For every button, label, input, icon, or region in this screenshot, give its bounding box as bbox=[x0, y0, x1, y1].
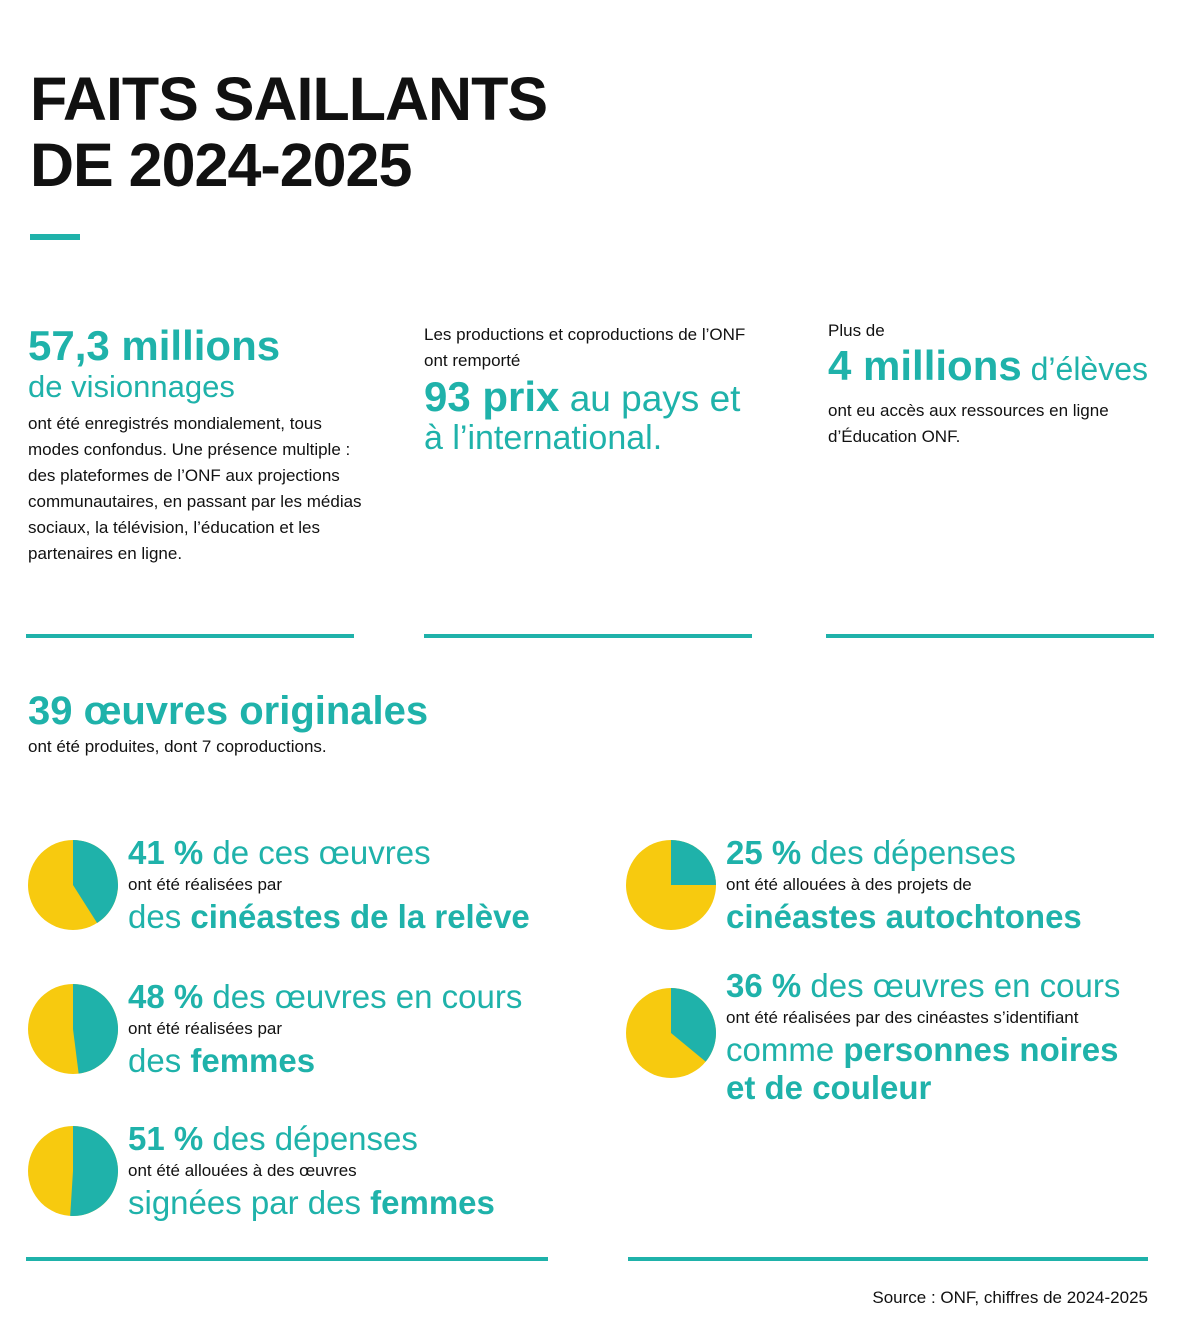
pie-chart-5 bbox=[626, 988, 716, 1078]
stat-percent: 25 % bbox=[726, 834, 802, 871]
stat-detail: ont été allouées à des œuvres bbox=[128, 1161, 357, 1180]
awards-label-1: au pays et bbox=[559, 378, 741, 419]
stat-percent: 36 % bbox=[726, 967, 802, 1004]
stat-text-5 bbox=[726, 967, 1120, 1107]
stat-subject-continued bbox=[726, 1069, 1120, 1107]
divider-bottom-left bbox=[26, 1257, 548, 1261]
stat-subject-emphasis: femmes bbox=[190, 1042, 316, 1079]
stat-subject-prefix: comme bbox=[726, 1031, 844, 1068]
stat-headline bbox=[726, 834, 1082, 872]
stat-text-4 bbox=[726, 834, 1082, 936]
stat-subject-emphasis: femmes bbox=[370, 1184, 495, 1221]
stat-subject bbox=[128, 1184, 495, 1222]
stat-percent: 48 % bbox=[128, 978, 204, 1015]
stat-subject-prefix: des bbox=[128, 898, 191, 935]
students-intro: Plus de bbox=[828, 321, 885, 340]
awards-stat bbox=[424, 322, 764, 457]
pie-chart-1 bbox=[28, 840, 118, 930]
awards-headline bbox=[424, 373, 764, 420]
divider-col2 bbox=[424, 634, 752, 638]
source-note: Source : ONF, chiffres de 2024-2025 bbox=[872, 1288, 1148, 1307]
pie-chart-3 bbox=[28, 1126, 118, 1216]
students-stat bbox=[828, 318, 1168, 450]
stat-subject-emphasis: personnes noires bbox=[843, 1031, 1119, 1068]
stat-percent: 41 % bbox=[128, 834, 204, 871]
works-stat bbox=[28, 688, 428, 760]
stat-subject-emphasis-2: et de couleur bbox=[726, 1069, 932, 1106]
pie-value-slice bbox=[73, 984, 118, 1074]
pie-value-slice bbox=[70, 1126, 118, 1216]
divider-col3 bbox=[826, 634, 1154, 638]
pie-chart-4 bbox=[626, 840, 716, 930]
stat-text-2 bbox=[128, 978, 522, 1080]
title-line-1: FAITS SAILLANTS bbox=[30, 65, 548, 133]
students-description: ont eu accès aux ressources en ligne d’Éducation ONF. bbox=[828, 401, 1109, 446]
stat-headline bbox=[128, 834, 530, 872]
students-number: 4 millions bbox=[828, 342, 1022, 389]
stat-text-3 bbox=[128, 1120, 495, 1222]
divider-bottom-right bbox=[628, 1257, 1148, 1261]
stat-detail: ont été réalisées par bbox=[128, 1019, 283, 1038]
title-underline bbox=[30, 234, 80, 240]
stat-headline bbox=[128, 1120, 495, 1158]
students-headline bbox=[828, 344, 1168, 398]
stat-text-1 bbox=[128, 834, 530, 936]
views-number: 57,3 millions bbox=[28, 322, 281, 369]
stat-detail: ont été allouées à des projets de bbox=[726, 875, 972, 894]
stat-headline-text: des œuvres en cours bbox=[203, 978, 523, 1015]
stat-detail: ont été réalisées par bbox=[128, 875, 283, 894]
works-number: 39 œuvres originales bbox=[28, 689, 429, 733]
awards-label-2: à l’international. bbox=[424, 419, 663, 457]
stat-subject bbox=[128, 898, 530, 936]
views-description: ont été enregistrés mondialement, tous modes confondus. Une présence multiple : des plateformes de l’ONF aux projections communautaires, en passant par les médias sociaux, la télévision, l’éducation et les partenaires en ligne. bbox=[28, 414, 362, 563]
views-label: de visionnages bbox=[28, 369, 235, 404]
stat-subject bbox=[128, 1042, 522, 1080]
divider-col1 bbox=[26, 634, 354, 638]
stat-percent: 51 % bbox=[128, 1120, 204, 1157]
page-title bbox=[30, 66, 547, 198]
stat-headline-text: de ces œuvres bbox=[203, 834, 431, 871]
stat-headline-text: des dépenses bbox=[801, 834, 1016, 871]
stat-subject-prefix: des bbox=[128, 1042, 191, 1079]
stat-subject bbox=[726, 898, 1082, 936]
stat-subject bbox=[726, 1031, 1120, 1069]
works-description: ont été produites, dont 7 coproductions. bbox=[28, 737, 327, 756]
stat-headline-text: des œuvres en cours bbox=[801, 967, 1121, 1004]
stat-detail: ont été réalisées par des cinéastes s’identifiant bbox=[726, 1008, 1079, 1027]
stat-subject-prefix: signées par des bbox=[128, 1184, 371, 1221]
pie-value-slice bbox=[671, 840, 716, 885]
awards-intro: Les productions et coproductions de l’ONF ont remporté bbox=[424, 325, 746, 370]
students-label: d’élèves bbox=[1021, 351, 1149, 387]
stat-subject-emphasis: cinéastes autochtones bbox=[726, 898, 1082, 935]
stat-subject-emphasis: cinéastes de la relève bbox=[190, 898, 530, 935]
views-stat bbox=[28, 322, 368, 567]
awards-number: 93 prix bbox=[424, 373, 560, 420]
stat-headline-text: des dépenses bbox=[203, 1120, 418, 1157]
stat-headline bbox=[128, 978, 522, 1016]
title-line-2: DE 2024-2025 bbox=[30, 131, 412, 199]
stat-headline bbox=[726, 967, 1120, 1005]
pie-chart-2 bbox=[28, 984, 118, 1074]
